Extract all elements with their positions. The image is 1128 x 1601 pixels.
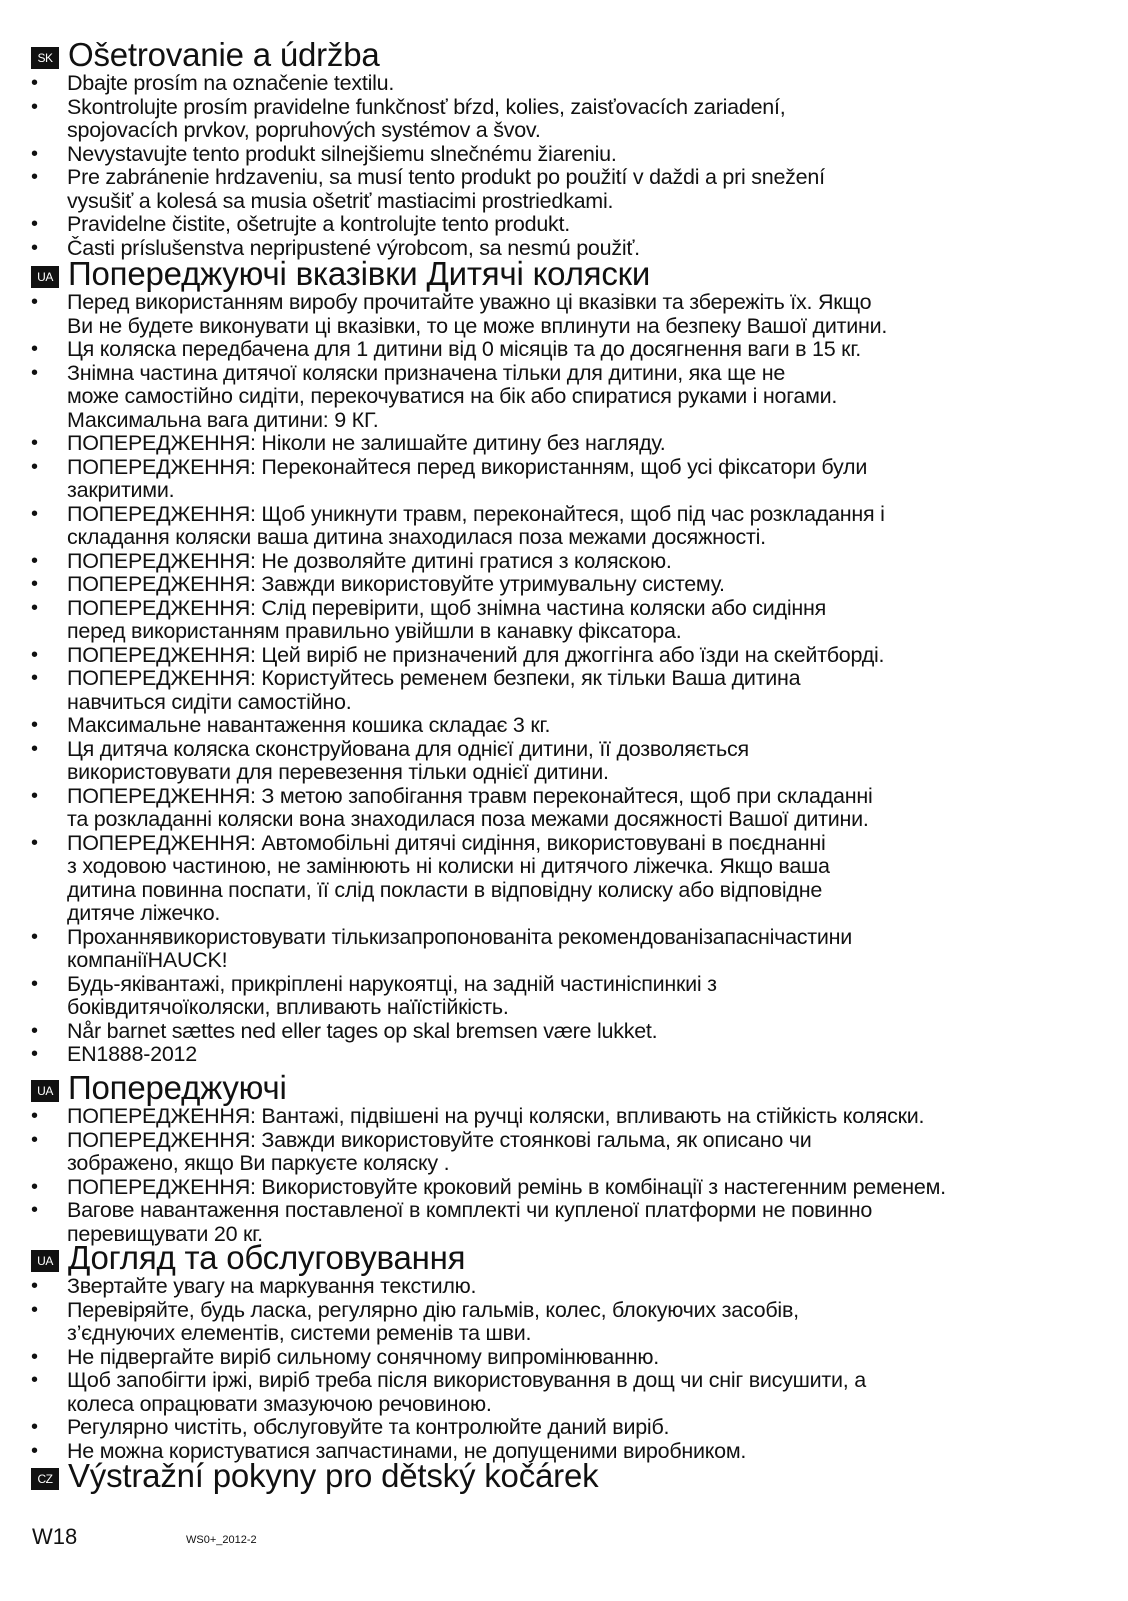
list-item-text: ПОПЕРЕДЖЕННЯ: З метою запобігання травм переконайтеся, щоб при складанні та розкладанні коляски вона знаходилася поза межами досяжності Вашої дитини. [67,783,873,831]
bullet-marker: • [31,455,38,478]
list-item [31,1043,1111,1067]
list-item [31,1105,1111,1129]
bullet-marker: • [31,1175,38,1198]
list-item-text: Звертайте увагу на маркування текстилю. [67,1274,477,1298]
section-title: Ošetrovanie a údržba [68,36,380,73]
list-item-text: Будь-яківантажі, прикріплені нарукоятці, на задній частиніспинкиі з боківдитячоїколяски, впливають наїїстійкість. [67,971,717,1019]
bullet-list [31,1275,1111,1463]
section-title: Попереджуючі [68,1069,287,1106]
list-item-text: Pre zabránenie hrdzaveniu, sa musí tento produkt po použití v daždi a pri snežení vysušiť a kolesá sa musia ošetriť mastiacimi prostriedkami. [67,165,825,213]
bullet-marker: • [31,831,38,854]
bullet-marker: • [31,737,38,760]
list-item [31,166,1111,213]
list-item [31,738,1111,785]
list-item-text: Перед використанням виробу прочитайте уважно ці вказівки та збережіть їх. Якщо Ви не будете виконувати ці вказівки, то це може вплинути на безпеку Вашої дитини. [67,290,888,338]
list-item-text: Ця коляска передбачена для 1 дитини від 0 місяців та до досягнення ваги в 15 кг. [67,337,862,361]
list-item [31,667,1111,714]
list-item-text: ПОПЕРЕДЖЕННЯ: Завжди використовуйте утримувальну систему. [67,572,725,596]
bullet-marker: • [31,142,38,165]
section-heading [31,1241,1111,1275]
bullet-marker: • [31,361,38,384]
list-item-text: ПОПЕРЕДЖЕННЯ: Цей виріб не призначений для джоггінга або їзди на скейтборді. [67,642,885,667]
list-item-text: Časti príslušenstva nepripustené výrobcom, sa nesmú použiť. [67,235,640,260]
bullet-marker: • [31,925,38,948]
list-item [31,926,1111,973]
list-item [31,362,1111,433]
list-item [31,1275,1111,1299]
list-item-text: ПОПЕРЕДЖЕННЯ: Не дозволяйте дитині гратися з коляскою. [67,548,672,573]
section-heading [31,257,1111,291]
list-item [31,1299,1111,1346]
section-title: Výstražní pokyny pro dětský kočárek [68,1457,599,1494]
bullet-marker: • [31,643,38,666]
bullet-marker: • [31,213,38,235]
list-item [31,503,1111,550]
section-title: Догляд та обслуговування [68,1239,466,1276]
list-item-text: ПОПЕРЕДЖЕННЯ: Переконайтеся перед використанням, щоб усі фіксатори були закритими. [67,454,868,502]
bullet-marker: • [31,714,38,736]
bullet-marker: • [31,1105,38,1127]
bullet-marker: • [31,338,38,360]
list-item-text: Проханнявикористовувати тількизапропонованіта рекомендованізапаснічастини компаніїHAUCK! [67,924,853,972]
section-ua-care [31,1241,1111,1463]
list-item-text: Skontrolujte prosím pravidelne funkčnosť bŕzd, kolies, zaisťovacích zariadení, spojovacích prvkov, popruhových systémov a švov. [67,94,786,142]
list-item-text: ПОПЕРЕДЖЕННЯ: Автомобільні дитячі сидіння, використовувані в поєднанні з ходовою частиною, не замінюють ні колиски ні дитячого ліжечка. Якщо ваша дитина повинна поспати, її слід покласти в відповідну колиску або відповідне дитяче ліжечко. [67,830,830,925]
list-item [31,597,1111,644]
bullet-list [31,1105,1111,1246]
section-title: Попереджуючі вказівки Дитячі коляски [68,255,651,292]
bullet-list [31,72,1111,260]
bullet-marker: • [31,291,38,313]
bullet-marker: • [31,95,38,118]
bullet-marker: • [31,166,38,188]
list-item-text: Nevystavujte tento produkt silnejšiemu slnečnému žiareniu. [67,141,617,166]
list-item-text: Не можна користуватися запчастинами, не допущеними виробником. [67,1438,747,1463]
list-item [31,1129,1111,1176]
bullet-marker: • [31,573,38,595]
bullet-marker: • [31,1439,38,1462]
list-item [31,1176,1111,1200]
section-heading [31,38,1111,72]
list-item-text: Максимальне навантаження кошика складає 3 кг. [67,713,551,737]
bullet-marker: • [31,667,38,689]
document-code: WS0+_2012-2 [186,1534,257,1546]
bullet-marker: • [31,1275,38,1297]
bullet-marker: • [31,1199,38,1221]
list-item [31,291,1111,338]
bullet-marker: • [31,972,38,995]
bullet-marker: • [31,1298,38,1321]
list-item [31,714,1111,738]
section-sk-care [31,38,1111,260]
list-item [31,832,1111,926]
list-item-text: Ця дитяча коляска сконструйована для однієї дитини, її дозволяється використовувати для перевезення тільки однієї дитини. [67,736,749,784]
section-ua-warnings [31,257,1111,1067]
language-badge: UA [31,1080,59,1102]
list-item [31,973,1111,1020]
bullet-marker: • [31,596,38,619]
list-item-text: Регулярно чистіть, обслуговуйте та контролюйте даний виріб. [67,1415,670,1439]
list-item [31,550,1111,574]
bullet-list [31,291,1111,1067]
list-item [31,644,1111,668]
section-heading [31,1071,1111,1105]
list-item [31,213,1111,237]
list-item-text: ПОПЕРЕДЖЕННЯ: Користуйтесь ременем безпеки, як тільки Ваша дитина навчиться сидіти самостійно. [67,666,801,714]
list-item [31,143,1111,167]
list-item-text: ПОПЕРЕДЖЕННЯ: Щоб уникнути травм, переконайтеся, щоб під час розкладання і складання коляски ваша дитина знаходилася поза межами досяжності. [67,501,885,549]
language-badge: SK [31,47,59,69]
list-item [31,72,1111,96]
page-number: W18 [32,1524,78,1549]
language-badge: UA [31,1250,59,1272]
bullet-marker: • [31,1345,38,1368]
bullet-marker: • [31,784,38,807]
list-item-text: ПОПЕРЕДЖЕННЯ: Ніколи не залишайте дитину без нагляду. [67,431,666,455]
bullet-marker: • [31,1019,38,1042]
list-item [31,1346,1111,1370]
list-item-text: EN1888-2012 [67,1042,197,1066]
bullet-marker: • [31,236,38,259]
bullet-marker: • [31,1416,38,1438]
list-item-text: Перевіряйте, будь ласка, регулярно дію гальмів, колес, блокуючих засобів, з’єднуючих елементів, системи ременів та шви. [67,1297,799,1345]
bullet-marker: • [31,1369,38,1391]
list-item-text: Знімна частина дитячої коляски призначена тільки для дитини, яка ще не може самостійно сидіти, перекочуватися на бік або спиратися руками і ногами. Максимальна вага дитини: 9 КГ. [67,360,838,432]
language-badge: CZ [31,1468,59,1490]
list-item-text: ПОПЕРЕДЖЕННЯ: Завжди використовуйте стоянкові гальма, як описано чи зображено, якщо Ви паркуєте коляску . [67,1127,812,1175]
bullet-marker: • [31,1043,38,1065]
list-item-text: ПОПЕРЕДЖЕННЯ: Слід перевірити, щоб знімна частина коляски або сидіння перед використанням правильно увійшли в канавку фіксатора. [67,595,827,643]
list-item-text: Щоб запобігти іржі, виріб треба після використовування в дощ чи сніг висушити, а колеса опрацювати змазуючою речовиною. [67,1368,866,1416]
section-heading [31,1459,1111,1493]
list-item-text: Når barnet sættes ned eller tages op skal bremsen være lukket. [67,1018,658,1043]
list-item-text: Pravidelne čistite, ošetrujte a kontrolujte tento produkt. [67,212,570,236]
list-item-text: ПОПЕРЕДЖЕННЯ: Використовуйте кроковий ремінь в комбінації з настегенним ременем. [67,1174,946,1199]
bullet-marker: • [31,1128,38,1151]
list-item [31,338,1111,362]
list-item [31,432,1111,456]
list-item-text: Dbajte prosím na označenie textilu. [67,71,395,95]
section-ua-warn-2 [31,1071,1111,1246]
list-item [31,96,1111,143]
list-item [31,573,1111,597]
list-item-text: ПОПЕРЕДЖЕННЯ: Вантажі, підвішені на ручці коляски, впливають на стійкість коляски. [67,1104,925,1128]
language-badge: UA [31,266,59,288]
list-item [31,1369,1111,1416]
bullet-marker: • [31,502,38,525]
bullet-marker: • [31,72,38,94]
bullet-marker: • [31,549,38,572]
bullet-marker: • [31,432,38,454]
list-item [31,785,1111,832]
list-item [31,456,1111,503]
list-item [31,1416,1111,1440]
list-item-text: Не підвергайте виріб сильному сонячному випромінюванню. [67,1344,659,1369]
list-item [31,1020,1111,1044]
section-cz-warnings [31,1459,1111,1493]
list-item-text: Вагове навантаження поставленої в комплекті чи купленої платформи не повинно перевищувати 20 кг. [67,1198,873,1246]
